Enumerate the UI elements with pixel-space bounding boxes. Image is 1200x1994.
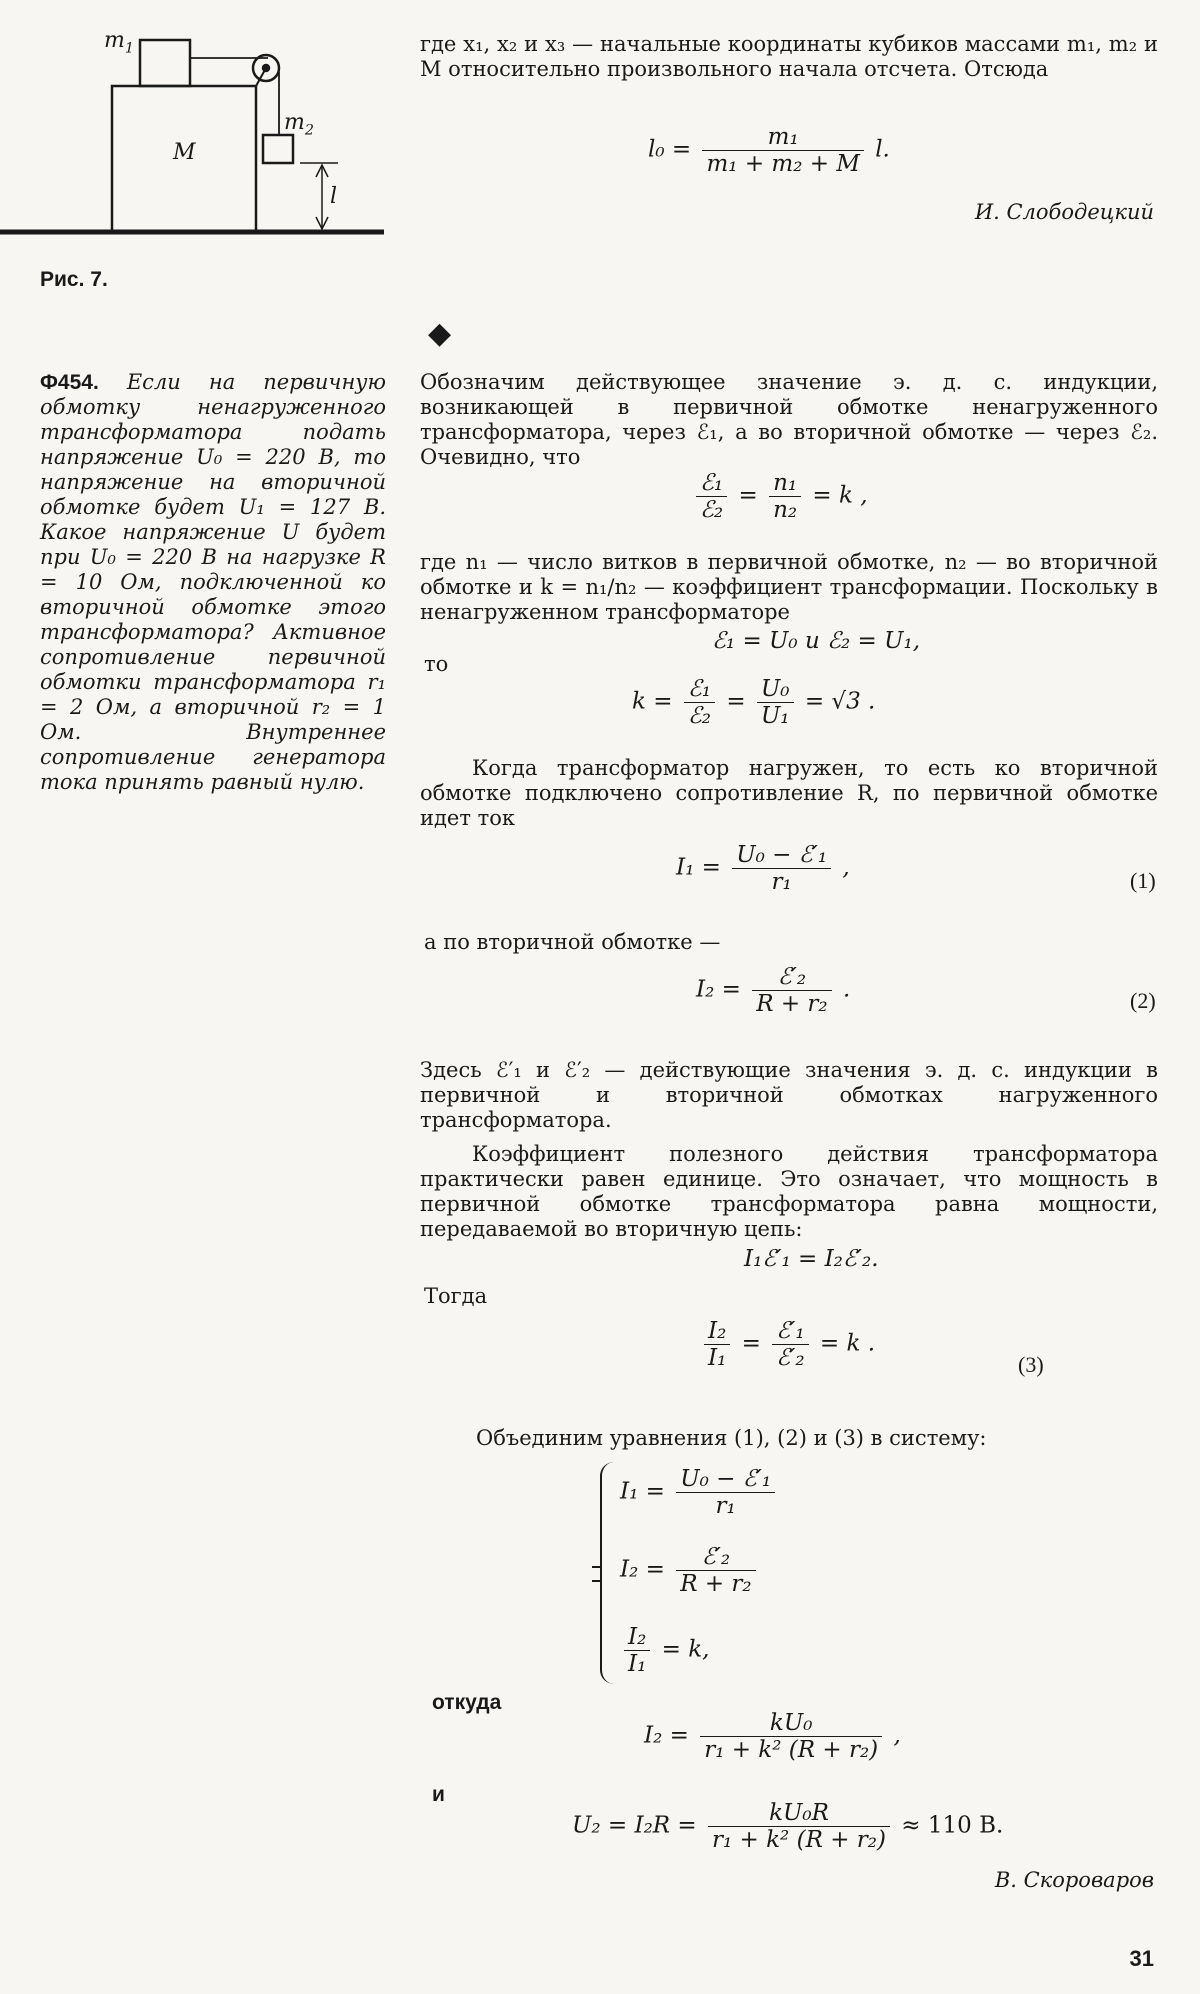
solution-p5: Здесь ℰ′₁ и ℰ′₂ — действующие значения э. д. с. индукции в первичной и вторичной обмотках нагруженного трансформатора. [420,1058,1158,1132]
equation-2-label: (2) [1130,988,1156,1013]
author-bottom: В. Скороваров [994,1868,1154,1892]
solution-p3: Когда трансформатор нагружен, то есть ко вторичной обмотке подключено сопротивление R, по первичной обмотке идет ток [420,756,1158,830]
equation-unloaded: ℰ₁ = U₀ и ℰ₂ = U₁, [712,628,921,654]
system-eq-1: I₁ = $\frac{\text{U₀ − ℰ′₁}}{\text{r₁}}$ [620,1466,779,1519]
word-togda: Тогда [424,1284,488,1308]
label-m2: $m_2$ [284,110,314,139]
word-otkuda: откуда [432,1691,502,1714]
word-i: и [432,1783,445,1806]
solution-p4: а по вторичной обмотке — [424,930,721,954]
author-top: И. Слободецкий [974,200,1154,224]
equation-power: I₁ℰ′₁ = I₂ℰ′₂. [744,1246,879,1272]
label-l: l [330,184,338,209]
equation-U2-result: U₂ = I₂R = $\frac{\text{kU₀R}}{\text{r₁ + k² (R + r₂)}}$ ≈ 110 В. [572,1800,1004,1853]
system-eq-2: I₂ = $\frac{\text{ℰ′₂}}{\text{R + r₂}}$ [620,1544,760,1597]
figure-caption: Рис. 7. [40,268,108,291]
system-eq-3: $\frac{\text{I₂}}{\text{I₁}}$ = k, [620,1624,709,1677]
solution-p7: Объединим уравнения (1), (2) и (3) в систему: [476,1426,987,1450]
equation-3: $\frac{\text{I₂}}{\text{I₁}}$ = $\frac{\text{ℰ′₁}}{\text{ℰ′₂}}$ = k . [700,1318,875,1371]
mechanics-diagram [0,0,400,240]
label-M: M [173,140,196,165]
equation-1: I₁ = $\frac{\text{U₀ − ℰ′₁}}{\text{r₁}}$ , [676,842,850,895]
equation-I2-result: I₂ = $\frac{\text{kU₀}}{\text{r₁ + k² (R + r₂)}}$ , [644,1710,901,1763]
word-to: то [424,652,449,676]
diamond-divider: ◆ [428,316,452,351]
page-number: 31 [1129,1946,1154,1971]
problem-text: Если на первичную обмотку ненагруженного трансформатора подать напряжение U₀ = 220 В, то напряжение на вторичной обмотке будет U₁ = 127 В. Какое напряжение U будет при U₀ = 220 В на нагрузке R = 10 Ом, подключенной ко вторичной обмотке этого трансформатора? Активное сопротивление первичной обмотки трансформатора r₁ = 2 Ом, а вторичной r₂ = 1 Ом. Внутреннее сопротивление генератора тока принять равный нулю. [40,370,386,794]
problem-statement [40,370,386,795]
block-m1 [140,40,190,86]
top-paragraph: где x₁, x₂ и x₃ — начальные координаты кубиков массами m₁, m₂ и M относительно произвольного начала отсчета. Отсюда [420,32,1158,81]
equation-k: k = $\frac{\text{ℰ₁}}{\text{ℰ₂}}$ = $\frac{\text{U₀}}{\text{U₁}}$ = √3 . [632,676,876,729]
problem-number: Ф454. [40,371,99,394]
solution-p1: Обозначим действующее значение э. д. с. индукции, возникающей в первичной обмотке ненагруженного трансформатора, через ℰ₁, а во вторичной обмотке — через ℰ₂. Очевидно, что [420,370,1158,469]
figure [0,0,400,240]
solution-p6: Коэффициент полезного действия трансформатора практически равен единице. Это означает, что мощность в первичной обмотке трансформатора равна мощности, передаваемой во вторичную цепь: [420,1142,1158,1241]
block-m2 [263,135,293,163]
equation-3-label: (3) [1018,1352,1044,1377]
label-m1: $m_1$ [104,28,134,57]
equation-1-label: (1) [1130,868,1156,893]
equation-2: I₂ = $\frac{\text{ℰ′₂}}{\text{R + r₂}}$ . [696,964,851,1017]
equation-emf-ratio: $\frac{\text{ℰ₁}}{\text{ℰ₂}}$ = $\frac{\text{n₁}}{\text{n₂}}$ = k , [692,470,868,523]
solution-p2: где n₁ — число витков в первичной обмотке, n₂ — во вторичной обмотке и k = n₁/n₂ — коэффициент трансформации. Поскольку в ненагруженном трансформаторе [420,550,1158,624]
equation-l0: l₀ = $\frac{\text{m₁}}{\text{m₁ + m₂ + M}}$ l. [648,124,890,177]
